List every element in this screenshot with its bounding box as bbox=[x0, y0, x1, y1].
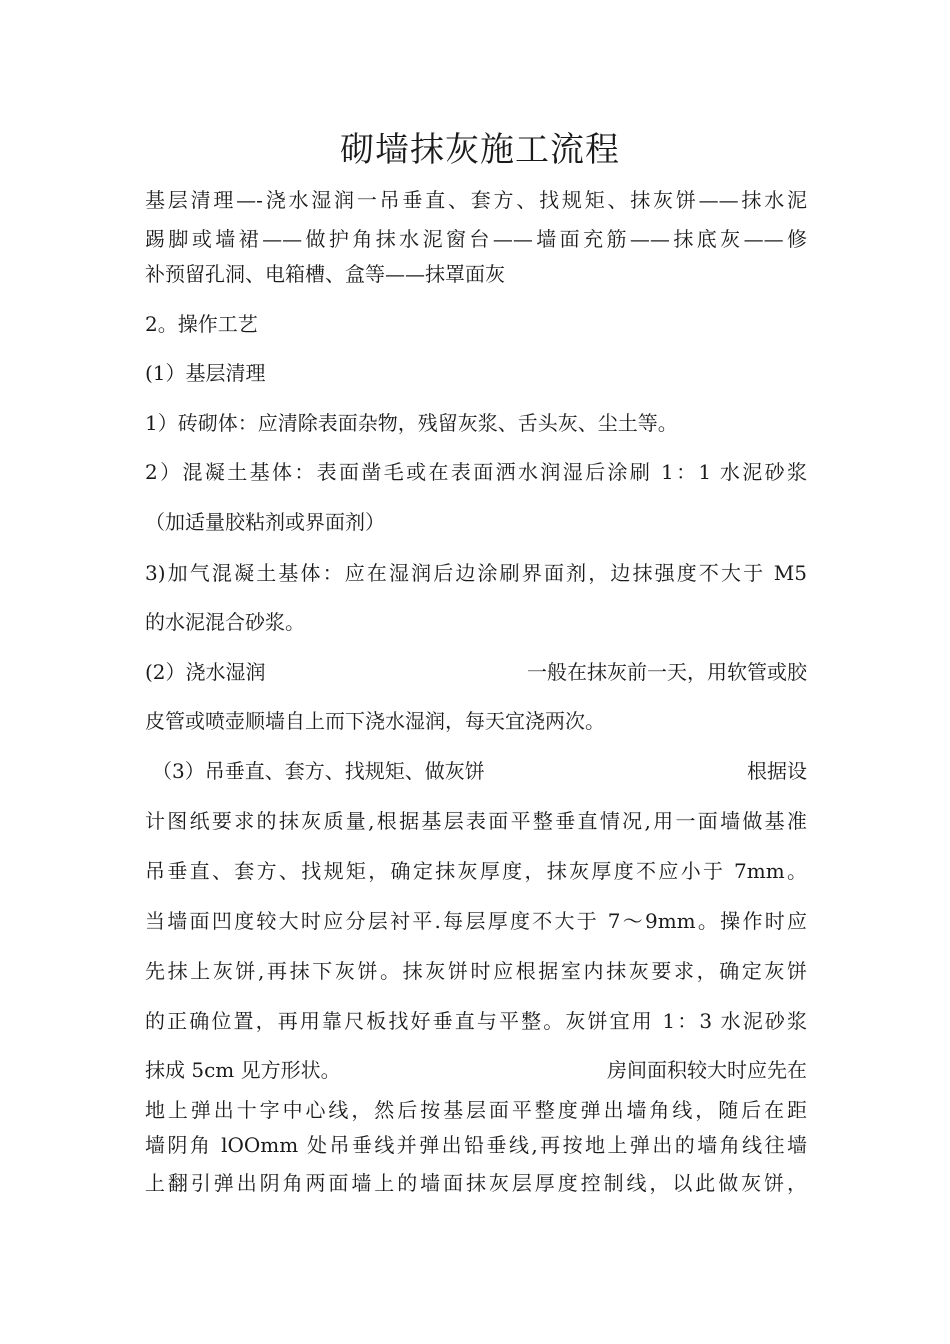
body-line: 墙阴角 lOOmm 处吊垂线并弹出铅垂线,再按地上弹出的墙角线往墙 bbox=[145, 1133, 807, 1157]
body-text: 房间面积较大时应先在 bbox=[607, 1058, 807, 1082]
body-line: 计图纸要求的抹灰质量,根据基层表面平整垂直情况,用一面墙做基准 bbox=[145, 809, 807, 833]
body-line: 2）混凝土基体：表面凿毛或在表面洒水润湿后涂刷 1：1 水泥砂浆 bbox=[145, 460, 807, 484]
body-text: 根据设 bbox=[747, 759, 807, 783]
body-line: 当墙面凹度较大时应分层衬平.每层厚度不大于 7～9mm。操作时应 bbox=[145, 909, 807, 933]
section-heading: 2。操作工艺 bbox=[145, 312, 258, 336]
subsection-heading: (2）浇水湿润 bbox=[145, 660, 266, 684]
body-line: 踢脚或墙裙——做护角抹水泥窗台——墙面充筋——抹底灰——修 bbox=[145, 227, 807, 251]
subsection-heading: （3）吊垂直、套方、找规矩、做灰饼 bbox=[152, 759, 485, 783]
body-line: 吊垂直、套方、找规矩，确定抹灰厚度，抹灰厚度不应小于 7mm。 bbox=[145, 859, 807, 883]
body-line: （加适量胶粘剂或界面剂） bbox=[145, 510, 385, 534]
body-line: 先抹上灰饼,再抹下灰饼。抹灰饼时应根据室内抹灰要求，确定灰饼 bbox=[145, 959, 807, 983]
body-line: 地上弹出十字中心线，然后按基层面平整度弹出墙角线，随后在距 bbox=[145, 1098, 807, 1122]
body-line-split bbox=[145, 657, 807, 687]
body-line-split bbox=[145, 1055, 807, 1085]
subsection-heading: (1）基层清理 bbox=[145, 361, 266, 385]
body-line: 1）砖砌体：应清除表面杂物，残留灰浆、舌头灰、尘土等。 bbox=[145, 411, 678, 435]
body-line-split bbox=[152, 756, 807, 786]
body-line: 基层清理—-浇水湿润一吊垂直、套方、找规矩、抹灰饼——抹水泥 bbox=[145, 188, 807, 212]
body-line: 皮管或喷壶顺墙自上而下浇水湿润，每天宜浇两次。 bbox=[145, 709, 605, 733]
body-text: 一般在抹灰前一天，用软管或胶 bbox=[527, 660, 807, 684]
body-line: 3)加气混凝土基体：应在湿润后边涂刷界面剂，边抹强度不大于 M5 bbox=[145, 561, 807, 585]
document-title: 砌墙抹灰施工流程 bbox=[340, 130, 620, 170]
body-text: 抹成 5cm 见方形状。 bbox=[145, 1058, 341, 1082]
body-line: 上翻引弹出阴角两面墙上的墙面抹灰层厚度控制线，以此做灰饼， bbox=[145, 1171, 807, 1195]
body-line: 的水泥混合砂浆。 bbox=[145, 610, 305, 634]
body-line: 的正确位置，再用靠尺板找好垂直与平整。灰饼宜用 1：3 水泥砂浆 bbox=[145, 1009, 807, 1033]
body-line: 补预留孔洞、电箱槽、盒等——抹罩面灰 bbox=[145, 262, 505, 286]
